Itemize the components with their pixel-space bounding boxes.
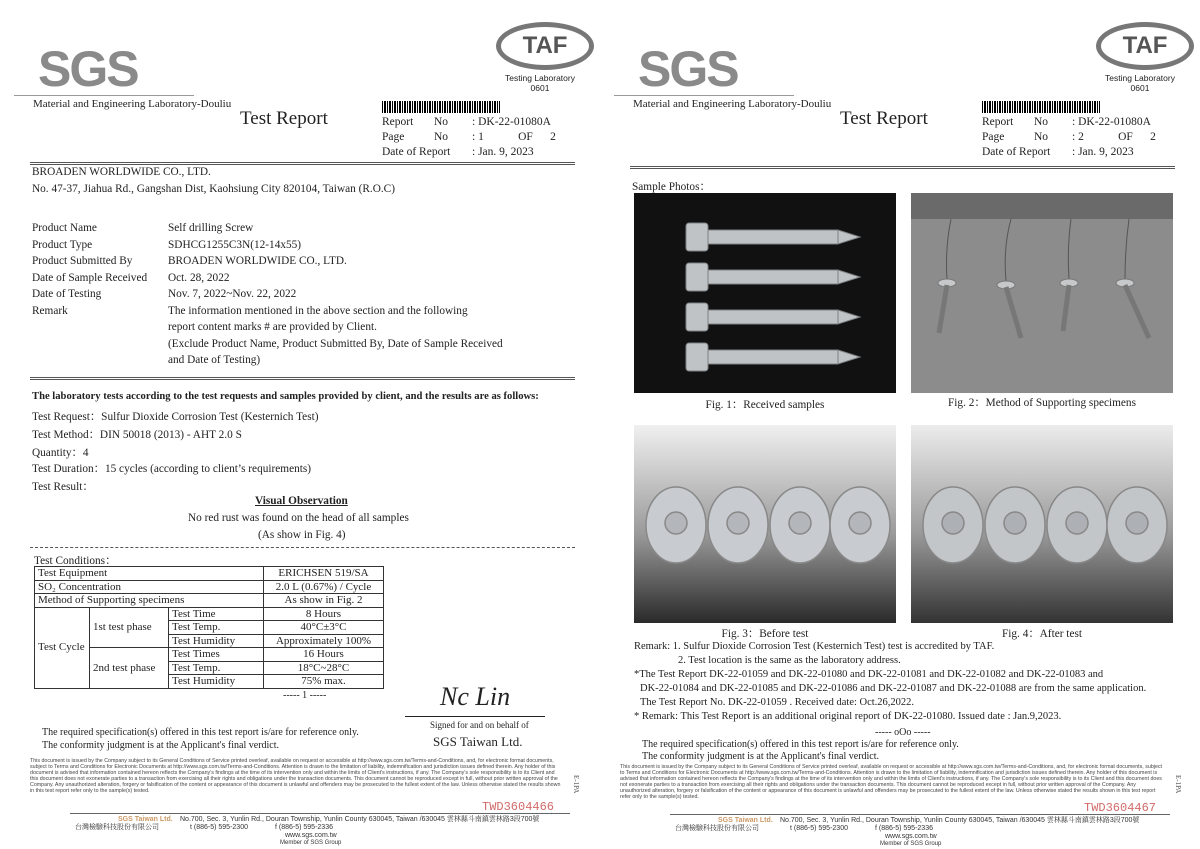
spec-note: The required specification(s) offered in this test report is/are for reference only. [642, 739, 959, 750]
cond-label: Test Humidity [169, 634, 264, 648]
serial-number: TWD3604466 [482, 800, 555, 814]
field-label: Date of Sample Received [32, 271, 148, 284]
remark-line: and Date of Testing) [168, 354, 261, 366]
fine-print: This document is issued by the Company subject to its General Conditions of Service printed overleaf, available on request or accessible at http://www.sgs.com.tw/Terms-and-Conditions, and, for electronic format documents, subject to Terms and Conditions for Electronic Documents at http://www.sgs.com.tw/Terms-and-Conditions. Attention is drawn to the limitation of liability, indemnification and jurisdiction issues defined therein. Any holder of this document is advised that information contained hereon reflects the Company's findings at the time of its intervention only and within the limits of Client's instructions, if any. The Company's sole responsibility is to its Client and this document does not exonerate parties to a transaction from exercising all their rights and obligations under the transaction documents. This document cannot be reproduced except in full, without prior written approval of the Company. Any unauthorized alteration, forgery or falsification of the content or appearance of this document is unlawful and offenders may be prosecuted to the fullest extent of the law. Unless otherwise stated the results shown in this test report refer only to the sample(s) tested. [620, 764, 1163, 800]
remark-line: (Exclude Product Name, Product Submitted By, Date of Sample Received [168, 337, 503, 350]
field-row [32, 253, 503, 270]
footer-address: No.700, Sec. 3, Yunlin Rd., Douran Township, Yunlin County 630045, Taiwan /630045 雲林縣斗南鎮雲林路3段700號 [780, 817, 1140, 824]
page-value: 2 [1078, 131, 1084, 143]
test-method: Test Method：DIN 50018 (2013) - AHT 2.0 S [32, 429, 242, 441]
photo-after-test [911, 425, 1173, 623]
visual-ref: (As show in Fig. 4) [258, 529, 346, 541]
remark-line: report content marks # are provided by Client. [168, 321, 377, 333]
sgs-logo: SGS [638, 41, 738, 97]
page-total: 2 [550, 131, 556, 143]
cond-label: Test Temp. [169, 661, 264, 675]
logo-rule [14, 95, 194, 96]
footer-web: www.sgs.com.tw [885, 833, 937, 840]
taf-logo: TAF [496, 22, 594, 70]
lab-name: Material and Engineering Laboratory-Douliu [633, 98, 832, 110]
fig3-caption: Fig. 3：Before test [721, 628, 809, 640]
field-label: Product Submitted By [32, 255, 133, 267]
footer-fax: f (886-5) 595-2336 [275, 824, 333, 831]
report-no-key: No [434, 116, 449, 128]
report-no-label: Report [382, 116, 414, 128]
field-row [32, 286, 503, 303]
footer-tel: t (886-5) 595-2300 [790, 825, 848, 832]
hanging-screws-illustration [911, 193, 1173, 393]
lab-name: Material and Engineering Laboratory-Douliu [33, 98, 232, 110]
table-row [35, 580, 384, 594]
product-fields [32, 220, 503, 369]
taf-label-text: Testing Laboratory [1105, 73, 1175, 83]
footer-member: Member of SGS Group [880, 841, 942, 847]
date-value: Jan. 9, 2023 [478, 146, 534, 158]
field-value: Self drilling Screw [168, 222, 254, 234]
conditions-title: Test Conditions： [34, 555, 117, 567]
footer-address: No.700, Sec. 3, Yunlin Rd., Douran Township, Yunlin County 630045, Taiwan /630045 雲林縣斗南鎮雲林路3段700號 [180, 816, 540, 823]
end-mark: ----- 1 ----- [283, 690, 327, 701]
page-label: Page [382, 131, 405, 143]
fig2-caption: Fig. 2：Method of Supporting specimens [948, 397, 1136, 409]
side-code: E-1PA [572, 775, 580, 794]
visual-text: No red rust was found on the head of all samples [188, 512, 409, 524]
phase1-label: 1st test phase [90, 607, 169, 648]
field-value: Nov. 7, 2022~Nov. 22, 2022 [168, 288, 297, 300]
cond-value: 16 Hours [264, 648, 384, 662]
cond-value: 8 Hours [264, 607, 384, 621]
remark-line: *The Test Report DK-22-01059 and DK-22-01080 and DK-22-01081 and DK-22-01082 and DK-22-01083 and [634, 669, 1104, 680]
screw-head [1107, 487, 1167, 563]
method-value: As show in Fig. 2 [264, 594, 384, 608]
cond-label: Test Time [169, 607, 264, 621]
hanging-screw [1060, 279, 1078, 331]
equipment-label: Test Equipment [35, 567, 264, 581]
report-no-label: Report [982, 116, 1014, 128]
page-total: 2 [1150, 131, 1156, 143]
signature-line [405, 716, 545, 717]
cond-value: 75% max. [264, 675, 384, 689]
quantity: Quantity：4 [32, 447, 89, 459]
cycle-label: Test Cycle [35, 607, 90, 688]
taf-label-text: Testing Laboratory [505, 73, 575, 83]
report-no-key: No [1034, 116, 1049, 128]
field-row [32, 237, 503, 254]
report-meta: Report No : DK-22-01080A Page No : 2 OF 2 Date of Report : Jan. 9, 2023 [982, 116, 1156, 158]
report-no-value: DK-22-01080A [478, 116, 551, 128]
page-of: OF [1118, 131, 1133, 143]
photo-supporting-specimens [911, 193, 1173, 393]
side-code: E-1PA [1174, 775, 1182, 794]
client-address: No. 47-37, Jiahua Rd., Gangshan Dist, Kaohsiung City 820104, Taiwan (R.O.C) [32, 183, 395, 195]
hanging-screw [997, 281, 1021, 338]
page-value: 1 [478, 131, 484, 143]
header-divider [30, 162, 575, 165]
conditions-table [34, 566, 384, 689]
footer-fax: f (886-5) 595-2336 [875, 825, 933, 832]
result-divider [30, 547, 575, 548]
field-row [32, 270, 503, 287]
field-value: Oct. 28, 2022 [168, 271, 230, 284]
cond-label: Test Humidity [169, 675, 264, 689]
taf-number: 0601 [530, 83, 550, 93]
footer-company-en: SGS Taiwan Ltd. [718, 817, 773, 824]
field-value: BROADEN WORLDWIDE CO., LTD. [168, 255, 347, 267]
taf-label [1080, 73, 1200, 93]
screw [686, 343, 860, 371]
test-duration: Test Duration：15 cycles (according to client’s requirements) [32, 463, 312, 475]
footer-web: www.sgs.com.tw [285, 832, 337, 839]
report-page-2 [600, 0, 1200, 849]
remark-line: DK-22-01084 and DK-22-01085 and DK-22-01086 and DK-22-01087 and DK-22-01088 are from the same application. [640, 683, 1147, 694]
equipment-value: ERICHSEN 519/SA [264, 567, 384, 581]
method-label: Method of Supporting specimens [35, 594, 264, 608]
fig1-caption: Fig. 1：Received samples [705, 399, 825, 411]
page-title: Test Report [840, 108, 928, 129]
remark-line: The Test Report No. DK-22-01059 . Received date: Oct.26,2022. [640, 697, 915, 708]
report-meta: Report No : DK-22-01080A Page No : 1 OF 2 Date of Report : Jan. 9, 2023 [382, 116, 556, 158]
barcode [382, 101, 500, 113]
test-result: Test Result： [32, 481, 94, 493]
serial-number: TWD3604467 [1084, 801, 1157, 815]
client-company: BROADEN WORLDWIDE CO., LTD. [32, 166, 211, 178]
section-divider [30, 377, 575, 380]
screw-head [830, 487, 890, 563]
screw-heads-before [634, 425, 896, 623]
fine-print: This document is issued by the Company subject to its General Conditions of Service printed overleaf, available on request or accessible at http://www.sgs.com.tw/Terms-and-Conditions, and, for electronic format documents, subject to Terms and Conditions for Electronic Documents at http://www.sgs.com.tw/Terms-and-Conditions. Attention is drawn to the limitation of liability, indemnification and jurisdiction issues defined therein. Any holder of this document is advised that information contained hereon reflects the Company's findings at the time of its intervention only and within the limits of Client's instructions, if any. The Company's sole responsibility is to its Client and this document does not exonerate parties to a transaction from exercising all their rights and obligations under the transaction documents. This document cannot be reproduced except in full, without prior written approval of the Company. Any unauthorized alteration, forgery or falsification of the content or appearance of this document is unlawful and offenders may be prosecuted to the fullest extent of the law. Unless otherwise stated the results shown in this test report refer only to the sample(s) tested. [30, 758, 561, 794]
screw [686, 303, 860, 331]
cond-value: 40°C±3°C [264, 621, 384, 635]
page-label: Page [982, 131, 1005, 143]
screw-heads-after [911, 425, 1173, 623]
page-key: No [1034, 131, 1049, 143]
logo-rule [614, 95, 794, 96]
field-row [32, 220, 503, 237]
so2-label: SO₂ Concentration [35, 580, 264, 594]
field-value: SDHCG1255C3N(12-14x55) [168, 238, 302, 251]
table-row [35, 607, 384, 621]
lab-statement: The laboratory tests according to the test requests and samples provided by client, and the results are as follows: [32, 391, 539, 402]
screw [686, 223, 860, 251]
hanging-screw [938, 279, 956, 333]
taf-label [480, 73, 600, 93]
cond-label: Test Times [169, 648, 264, 662]
footer-member: Member of SGS Group [280, 840, 342, 846]
screw-head [708, 487, 768, 563]
sample-photos-label: Sample Photos： [632, 181, 711, 193]
cond-value: 18°C~28°C [264, 661, 384, 675]
spec-note: The required specification(s) offered in this test report is/are for reference only. [42, 727, 359, 738]
table-row [35, 567, 384, 581]
so2-value: 2.0 L (0.67%) / Cycle [264, 580, 384, 594]
fig4-caption: Fig. 4：After test [1001, 628, 1082, 640]
footer-company-zh: 台灣檢驗科技股份有限公司 [675, 825, 759, 832]
field-row [32, 303, 503, 320]
screws-illustration [634, 193, 896, 393]
report-no-value: DK-22-01080A [1078, 116, 1151, 128]
photo-before-test [634, 425, 896, 623]
page-of: OF [518, 131, 533, 143]
page-title: Test Report [240, 108, 328, 129]
remark-line: Remark: 1. Sulfur Dioxide Corrosion Test (Kesternich Test) test is accredited by TAF. [634, 641, 995, 652]
table-row [35, 594, 384, 608]
test-request: Test Request：Sulfur Dioxide Corrosion Test (Kesternich Test) [32, 411, 319, 423]
signer-company: SGS Taiwan Ltd. [433, 734, 523, 749]
footer-company-zh: 台灣檢驗科技股份有限公司 [75, 824, 159, 831]
cond-value: Approximately 100% [264, 634, 384, 648]
barcode [982, 101, 1100, 113]
field-label: Product Type [32, 238, 93, 251]
visual-title: Visual Observation [255, 495, 348, 507]
signature: Nc Lin [440, 682, 511, 711]
field-label: Remark [32, 304, 68, 317]
remark-line: 2. Test location is the same as the laboratory address. [678, 655, 901, 666]
end-mark: ----- oOo ----- [875, 727, 931, 738]
conformity-note: The conformity judgment is at the Applicant's final verdict. [642, 751, 880, 762]
page-key: No [434, 131, 449, 143]
photo-received-samples [634, 193, 896, 393]
sgs-logo: SGS [38, 41, 138, 97]
signed-for: Signed for and on behalf of [430, 720, 529, 730]
date-value: Jan. 9, 2023 [1078, 146, 1134, 158]
footer-rule [70, 813, 570, 814]
taf-logo: TAF [1096, 22, 1194, 70]
screw-head [770, 487, 830, 563]
date-label: Date of Report [382, 146, 451, 158]
screw-head [985, 487, 1045, 563]
field-value: The information mentioned in the above section and the following [168, 304, 468, 317]
footer-rule [670, 814, 1170, 815]
footer-company-en: SGS Taiwan Ltd. [118, 816, 173, 823]
field-label: Date of Testing [32, 288, 102, 300]
screw [686, 263, 860, 291]
cond-label: Test Temp. [169, 621, 264, 635]
remark-line: * Remark: This Test Report is an additional original report of DK-22-01080. Issued date : Jan.9,2023. [634, 711, 1062, 722]
field-label: Product Name [32, 222, 97, 234]
date-label: Date of Report [982, 146, 1051, 158]
hanging-screw [1116, 279, 1149, 338]
screw-head [646, 487, 706, 563]
screw-head [1047, 487, 1107, 563]
conformity-note: The conformity judgment is at the Applicant's final verdict. [42, 740, 280, 751]
header-divider [630, 166, 1175, 169]
phase2-label: 2nd test phase [90, 648, 169, 689]
screw-head [923, 487, 983, 563]
footer-tel: t (886-5) 595-2300 [190, 824, 248, 831]
taf-number: 0601 [1130, 83, 1150, 93]
